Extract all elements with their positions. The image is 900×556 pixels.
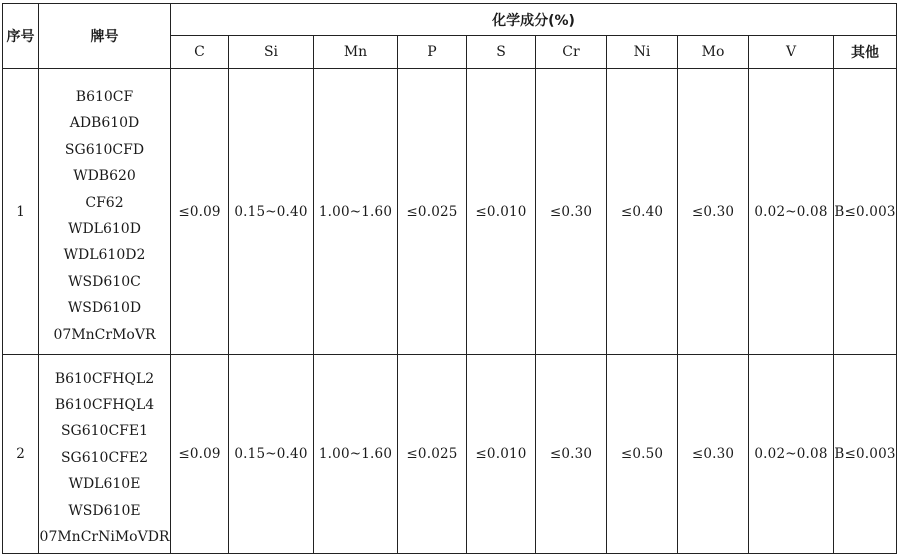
grade-item: WSD610E [68, 502, 141, 519]
value-si: 0.15~0.40 [229, 355, 314, 554]
value-c: ≤0.09 [171, 69, 229, 355]
value-cr: ≤0.30 [536, 355, 607, 554]
grade-item: CF62 [85, 194, 124, 211]
grade-item: 07MnCrNiMoVDR [39, 529, 170, 546]
table-row [3, 355, 897, 554]
value-p: ≤0.025 [398, 355, 467, 554]
row-number: 1 [3, 69, 39, 355]
value-mn: 1.00~1.60 [314, 355, 398, 554]
header-row-main [3, 4, 897, 36]
value-ni: ≤0.40 [607, 69, 678, 355]
grade-item: WDL610D [68, 221, 141, 237]
header-element-c: C [171, 36, 229, 69]
header-element-cr: Cr [536, 36, 607, 69]
header-element-p: P [398, 36, 467, 69]
table-row [3, 69, 897, 355]
grade-item: SG610CFD [64, 141, 145, 158]
header-no: 序号 [3, 4, 39, 69]
row-number: 2 [3, 355, 39, 554]
header-grade: 牌号 [39, 4, 171, 69]
header-element-s: S [467, 36, 536, 69]
grade-item: B610CFHQL4 [54, 396, 155, 413]
grade-item: SG610CFE2 [60, 449, 149, 466]
value-mo: ≤0.30 [678, 355, 749, 554]
chemical-composition-table [2, 3, 897, 554]
value-s: ≤0.010 [467, 355, 536, 554]
grade-item: ADB610D [69, 115, 140, 132]
value-c: ≤0.09 [171, 355, 229, 554]
value-p: ≤0.025 [398, 69, 467, 355]
grade-item: 07MnCrMoVR [53, 326, 156, 343]
value-other: B≤0.003 [834, 69, 897, 355]
value-mo: ≤0.30 [678, 69, 749, 355]
value-s: ≤0.010 [467, 69, 536, 355]
grade-item: WDL610D2 [63, 247, 146, 264]
grade-list [39, 355, 171, 554]
header-element-v: V [749, 36, 834, 69]
grade-list [39, 69, 171, 355]
value-si: 0.15~0.40 [229, 69, 314, 355]
value-cr: ≤0.30 [536, 69, 607, 355]
header-composition: 化学成分(%) [171, 4, 897, 36]
header-element-other: 其他 [834, 36, 897, 69]
value-ni: ≤0.50 [607, 355, 678, 554]
grade-item: WSD610D [67, 300, 142, 317]
header-element-mn: Mn [314, 36, 398, 69]
value-v: 0.02~0.08 [749, 69, 834, 355]
value-v: 0.02~0.08 [749, 355, 834, 554]
value-mn: 1.00~1.60 [314, 69, 398, 355]
grade-item: B610CF [75, 88, 134, 105]
value-other: B≤0.003 [834, 355, 897, 554]
grade-item: B610CFHQL2 [54, 370, 155, 387]
grade-item: SG610CFE1 [60, 423, 149, 440]
header-element-mo: Mo [678, 36, 749, 69]
header-element-si: Si [229, 36, 314, 69]
grade-item: WSD610C [68, 273, 141, 290]
grade-item: WDL610E [68, 476, 141, 493]
header-element-ni: Ni [607, 36, 678, 69]
grade-item: WDB620 [73, 168, 136, 185]
